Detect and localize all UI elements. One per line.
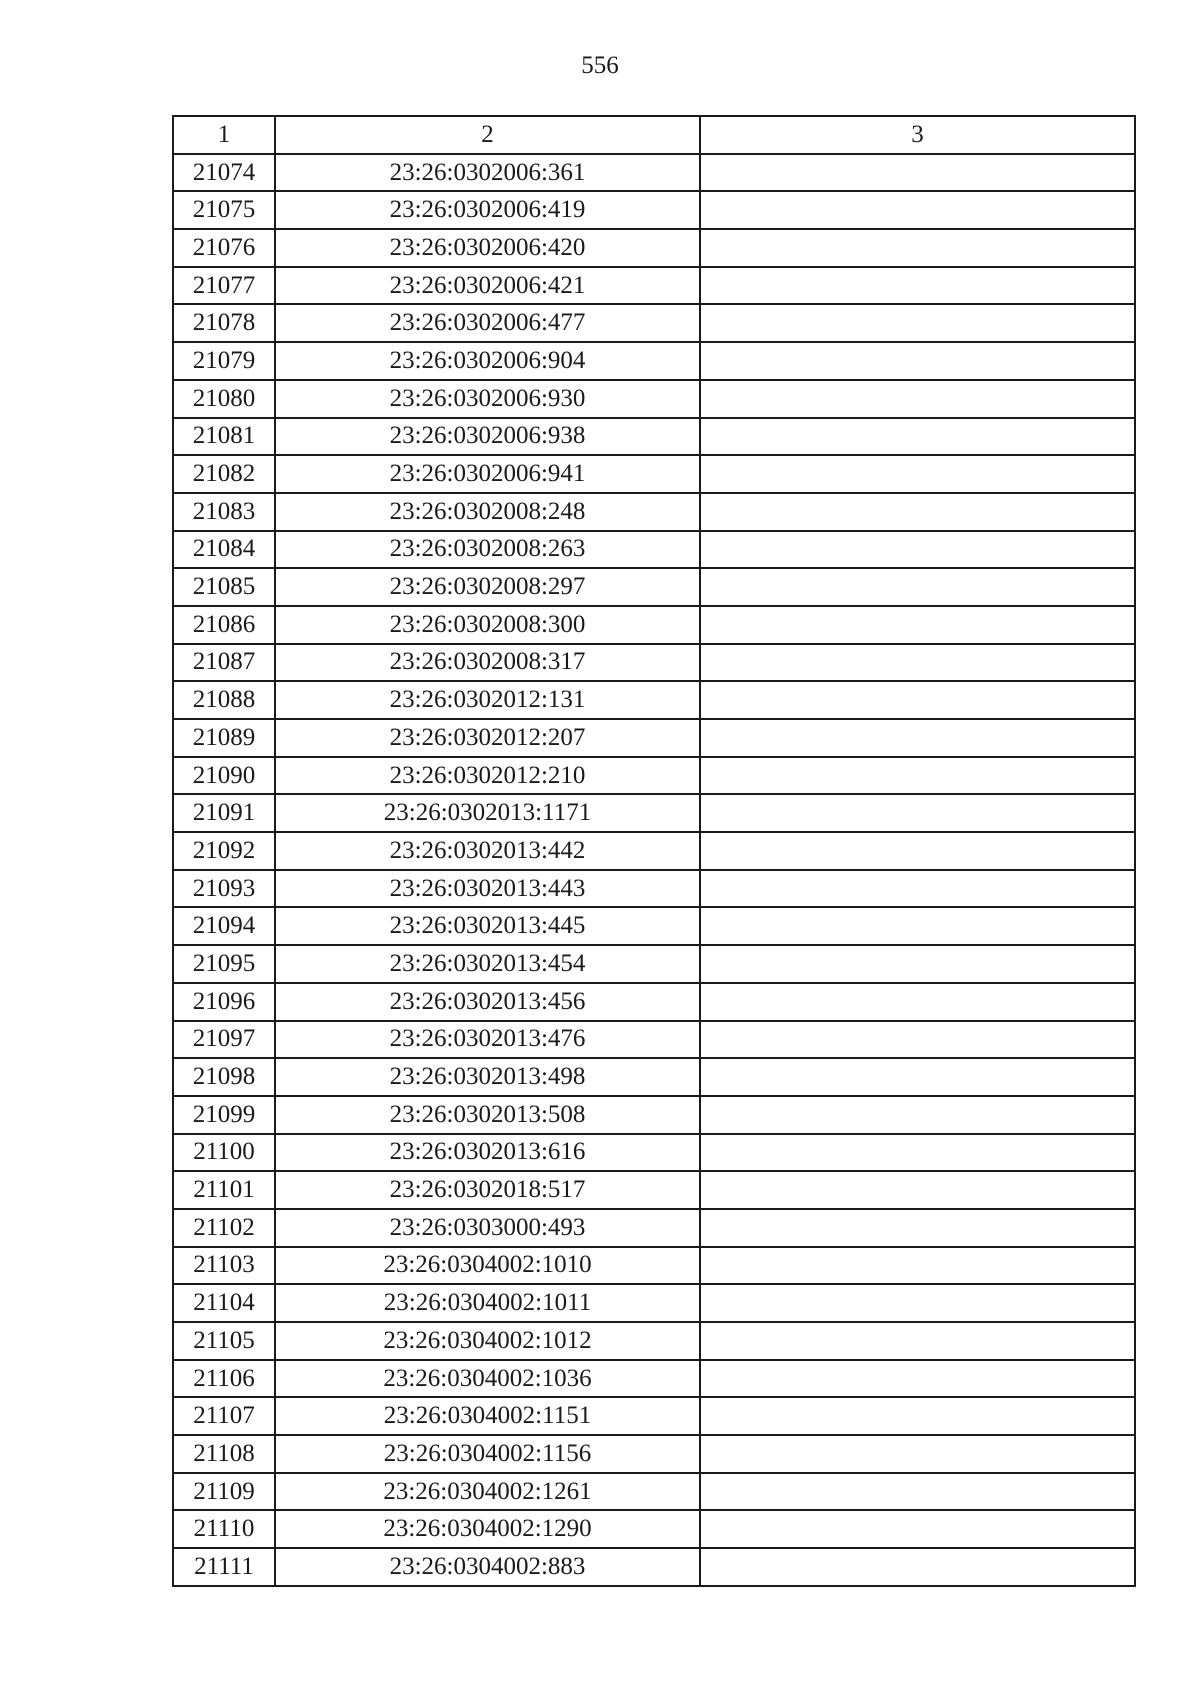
table-row [173,1096,1135,1134]
row-number-cell: 21075 [173,191,275,229]
table-row [173,455,1135,493]
note-cell [700,907,1135,945]
cadastral-number-cell: 23:26:0304002:1151 [275,1397,700,1435]
row-number-cell: 21084 [173,531,275,569]
cadastral-number-cell: 23:26:0302006:930 [275,380,700,418]
cadastral-number-cell: 23:26:0302013:443 [275,870,700,908]
note-cell [700,1134,1135,1172]
note-cell [700,1548,1135,1586]
cadastral-number-cell: 23:26:0302008:248 [275,493,700,531]
cadastral-number-cell: 23:26:0302012:207 [275,719,700,757]
cadastral-number-cell: 23:26:0302008:317 [275,644,700,682]
table-row [173,907,1135,945]
table-row [173,1284,1135,1322]
note-cell [700,304,1135,342]
row-number-cell: 21085 [173,568,275,606]
cadastral-number-cell: 23:26:0304002:1261 [275,1473,700,1511]
cadastral-number-cell: 23:26:0302013:508 [275,1096,700,1134]
cadastral-number-cell: 23:26:0302006:419 [275,191,700,229]
note-cell [700,945,1135,983]
table-row [173,1021,1135,1059]
cadastral-number-cell: 23:26:0302006:477 [275,304,700,342]
note-cell [700,1284,1135,1322]
row-number-cell: 21097 [173,1021,275,1059]
note-cell [700,1209,1135,1247]
cadastral-number-cell: 23:26:0302008:297 [275,568,700,606]
row-number-cell: 21094 [173,907,275,945]
row-number-cell: 21078 [173,304,275,342]
page-number: 556 [581,52,619,79]
row-number-cell: 21077 [173,267,275,305]
cadastral-number-cell: 23:26:0302013:616 [275,1134,700,1172]
row-number-cell: 21080 [173,380,275,418]
row-number-cell: 21103 [173,1247,275,1285]
row-number-cell: 21081 [173,418,275,456]
table-row [173,644,1135,682]
cadastral-number-cell: 23:26:0304002:1012 [275,1322,700,1360]
row-number-cell: 21110 [173,1510,275,1548]
table-row [173,568,1135,606]
row-number-cell: 21104 [173,1284,275,1322]
row-number-cell: 21105 [173,1322,275,1360]
note-cell [700,191,1135,229]
table-row [173,757,1135,795]
row-number-cell: 21076 [173,229,275,267]
table-row [173,794,1135,832]
note-cell [700,644,1135,682]
note-cell [700,870,1135,908]
table-row [173,304,1135,342]
note-cell [700,983,1135,1021]
note-cell [700,531,1135,569]
note-cell [700,1510,1135,1548]
note-cell [700,1021,1135,1059]
column-number-row [173,116,1135,154]
cadastral-number-cell: 23:26:0302006:421 [275,267,700,305]
note-cell [700,418,1135,456]
table-row [173,1322,1135,1360]
table-row [173,191,1135,229]
table-row [173,1510,1135,1548]
note-cell [700,681,1135,719]
row-number-cell: 21095 [173,945,275,983]
row-number-cell: 21088 [173,681,275,719]
table-row [173,1473,1135,1511]
column-number-1: 1 [173,116,275,154]
note-cell [700,455,1135,493]
table-row [173,380,1135,418]
row-number-cell: 21093 [173,870,275,908]
table-row [173,1435,1135,1473]
cadastral-number-cell: 23:26:0302012:131 [275,681,700,719]
row-number-cell: 21096 [173,983,275,1021]
table-row [173,1397,1135,1435]
row-number-cell: 21108 [173,1435,275,1473]
table-row [173,1058,1135,1096]
table-body [173,154,1135,1586]
table-row [173,832,1135,870]
note-cell [700,1397,1135,1435]
cadastral-number-cell: 23:26:0302013:454 [275,945,700,983]
row-number-cell: 21087 [173,644,275,682]
row-number-cell: 21106 [173,1360,275,1398]
table-row [173,1134,1135,1172]
row-number-cell: 21099 [173,1096,275,1134]
table-row [173,983,1135,1021]
table-row [173,1360,1135,1398]
row-number-cell: 21090 [173,757,275,795]
cadastral-number-cell: 23:26:0304002:1290 [275,1510,700,1548]
cadastral-number-cell: 23:26:0302013:456 [275,983,700,1021]
cadastral-number-cell: 23:26:0303000:493 [275,1209,700,1247]
note-cell [700,832,1135,870]
row-number-cell: 21101 [173,1171,275,1209]
row-number-cell: 21092 [173,832,275,870]
note-cell [700,1435,1135,1473]
row-number-cell: 21086 [173,606,275,644]
cadastral-number-cell: 23:26:0302006:904 [275,342,700,380]
note-cell [700,1322,1135,1360]
row-number-cell: 21102 [173,1209,275,1247]
cadastral-number-cell: 23:26:0304002:1010 [275,1247,700,1285]
table-row [173,870,1135,908]
row-number-cell: 21107 [173,1397,275,1435]
table-row [173,418,1135,456]
cadastral-number-cell: 23:26:0304002:1156 [275,1435,700,1473]
note-cell [700,757,1135,795]
row-number-cell: 21083 [173,493,275,531]
row-number-cell: 21082 [173,455,275,493]
cadastral-number-cell: 23:26:0304002:1036 [275,1360,700,1398]
cadastral-number-cell: 23:26:0302013:476 [275,1021,700,1059]
note-cell [700,380,1135,418]
cadastral-number-cell: 23:26:0302013:498 [275,1058,700,1096]
note-cell [700,719,1135,757]
note-cell [700,1171,1135,1209]
note-cell [700,1096,1135,1134]
row-number-cell: 21100 [173,1134,275,1172]
note-cell [700,1360,1135,1398]
column-number-2: 2 [275,116,700,154]
cadastral-number-cell: 23:26:0302006:361 [275,154,700,192]
table-row [173,342,1135,380]
cadastral-number-cell: 23:26:0302008:300 [275,606,700,644]
note-cell [700,493,1135,531]
table-row [173,719,1135,757]
note-cell [700,568,1135,606]
row-number-cell: 21089 [173,719,275,757]
cadastral-number-cell: 23:26:0302018:517 [275,1171,700,1209]
table-row [173,154,1135,192]
column-number-3: 3 [700,116,1135,154]
row-number-cell: 21098 [173,1058,275,1096]
note-cell [700,794,1135,832]
cadastral-number-cell: 23:26:0304002:1011 [275,1284,700,1322]
table-row [173,681,1135,719]
cadastral-number-cell: 23:26:0302013:442 [275,832,700,870]
cadastral-number-table [172,115,1136,1587]
table-row [173,229,1135,267]
table-row [173,267,1135,305]
note-cell [700,1473,1135,1511]
table-row [173,493,1135,531]
cadastral-number-cell: 23:26:0302013:445 [275,907,700,945]
note-cell [700,154,1135,192]
note-cell [700,1058,1135,1096]
note-cell [700,342,1135,380]
cadastral-number-cell: 23:26:0304002:883 [275,1548,700,1586]
table-row [173,531,1135,569]
note-cell [700,606,1135,644]
row-number-cell: 21074 [173,154,275,192]
table-row [173,1171,1135,1209]
cadastral-number-cell: 23:26:0302006:420 [275,229,700,267]
table-row [173,1247,1135,1285]
cadastral-number-cell: 23:26:0302012:210 [275,757,700,795]
cadastral-number-cell: 23:26:0302008:263 [275,531,700,569]
row-number-cell: 21109 [173,1473,275,1511]
note-cell [700,229,1135,267]
row-number-cell: 21111 [173,1548,275,1586]
table-row [173,606,1135,644]
note-cell [700,1247,1135,1285]
table-row [173,1548,1135,1586]
table-row [173,1209,1135,1247]
cadastral-number-cell: 23:26:0302006:941 [275,455,700,493]
row-number-cell: 21079 [173,342,275,380]
cadastral-number-cell: 23:26:0302006:938 [275,418,700,456]
row-number-cell: 21091 [173,794,275,832]
cadastral-number-cell: 23:26:0302013:1171 [275,794,700,832]
note-cell [700,267,1135,305]
table-row [173,945,1135,983]
